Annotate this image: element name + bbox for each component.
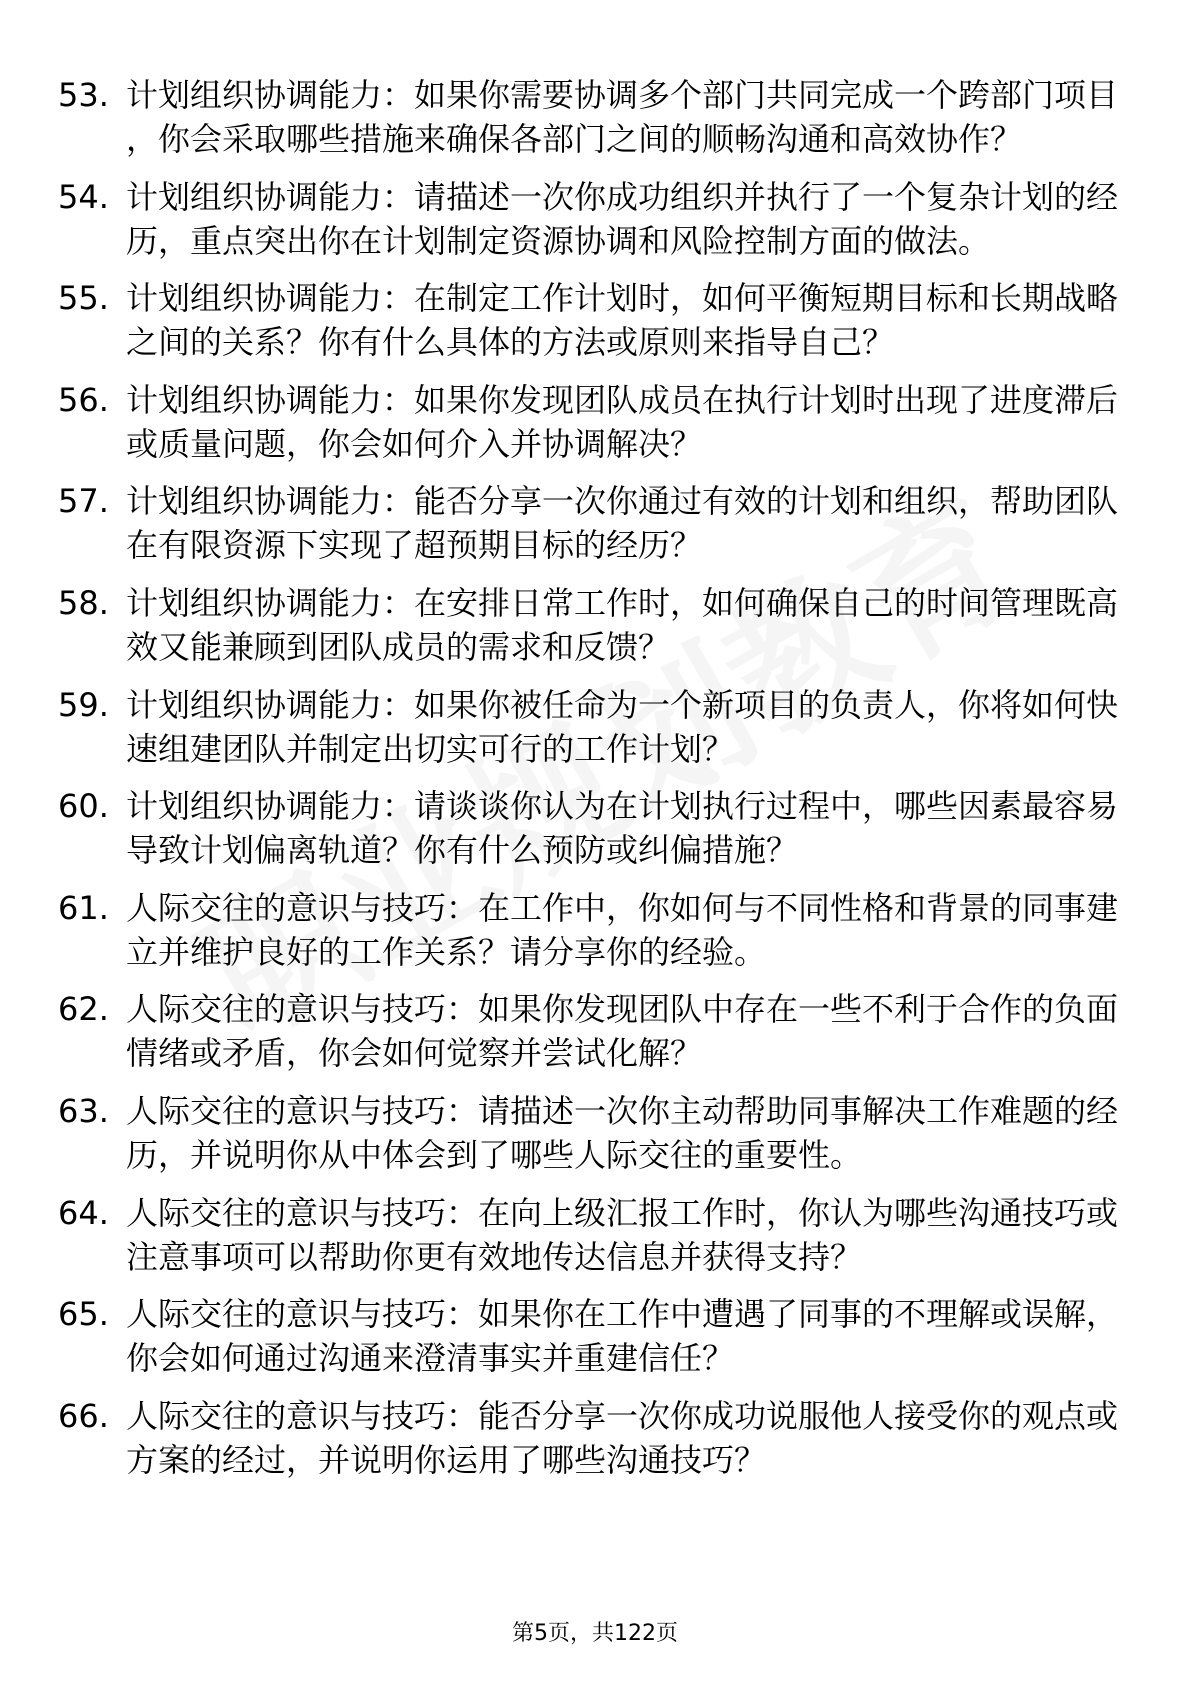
question-item	[58, 581, 1118, 669]
question-number: 63.	[58, 1091, 109, 1130]
question-text: 计划组织协调能力：在制定工作计划时，如何平衡短期目标和长期战略之间的关系？你有什么具体的方法或原则来指导自己？	[126, 279, 1119, 362]
question-number: 64.	[58, 1193, 109, 1232]
question-number: 54.	[58, 177, 109, 216]
question-item	[58, 987, 1118, 1075]
question-item	[58, 1191, 1118, 1279]
question-item	[58, 276, 1118, 364]
question-item	[58, 1292, 1118, 1380]
question-number: 53.	[58, 76, 109, 114]
question-list	[58, 73, 1118, 1495]
question-text: 人际交往的意识与技巧：在向上级汇报工作时，你认为哪些沟通技巧或注意事项可以帮助你更有效地传达信息并获得支持？	[126, 1193, 1119, 1276]
question-text: 人际交往的意识与技巧：如果你在工作中遭遇了同事的不理解或误解，你会如何通过沟通来澄清事实并重建信任？	[126, 1295, 1119, 1378]
question-number: 56.	[58, 380, 109, 419]
question-item	[58, 784, 1118, 872]
question-item	[58, 378, 1118, 466]
question-number: 60.	[58, 787, 109, 826]
question-text: 计划组织协调能力：如果你被任命为一个新项目的负责人，你将如何快速组建团队并制定出切实可行的工作计划？	[126, 685, 1119, 768]
question-item	[58, 479, 1118, 567]
question-item	[58, 886, 1118, 974]
question-item	[58, 1089, 1118, 1177]
question-text: 计划组织协调能力：能否分享一次你通过有效的计划和组织，帮助团队在有限资源下实现了超预期目标的经历？	[126, 482, 1119, 565]
question-item	[58, 73, 1118, 161]
question-text: 人际交往的意识与技巧：请描述一次你主动帮助同事解决工作难题的经历，并说明你从中体会到了哪些人际交往的重要性。	[126, 1091, 1119, 1174]
question-text: 计划组织协调能力：如果你发现团队成员在执行计划时出现了进度滞后或质量问题，你会如何介入并协调解决？	[126, 380, 1119, 463]
question-text: 人际交往的意识与技巧：能否分享一次你成功说服他人接受你的观点或方案的经过，并说明你运用了哪些沟通技巧？	[126, 1396, 1119, 1479]
question-number: 66.	[58, 1396, 109, 1435]
question-item	[58, 683, 1118, 771]
question-number: 62.	[58, 990, 109, 1029]
question-number: 65.	[58, 1295, 109, 1334]
question-text: 计划组织协调能力：请描述一次你成功组织并执行了一个复杂计划的经历，重点突出你在计划制定资源协调和风险控制方面的做法。	[126, 177, 1119, 260]
question-number: 58.	[58, 583, 109, 622]
question-item	[58, 175, 1118, 263]
question-text: 人际交往的意识与技巧：在工作中，你如何与不同性格和背景的同事建立并维护良好的工作关系？请分享你的经验。	[126, 888, 1119, 971]
question-number: 55.	[58, 279, 109, 318]
page-footer: 第5页，共122页	[512, 1621, 678, 1646]
question-text: 计划组织协调能力：如果你需要协调多个部门共同完成一个跨部门项目，你会采取哪些措施来确保各部门之间的顺畅沟通和高效协作？	[126, 76, 1119, 158]
question-number: 59.	[58, 685, 109, 724]
question-number: 61.	[58, 888, 109, 927]
question-item	[58, 1394, 1118, 1482]
question-text: 人际交往的意识与技巧：如果你发现团队中存在一些不利于合作的负面情绪或矛盾，你会如何觉察并尝试化解？	[126, 990, 1119, 1073]
question-number: 57.	[58, 482, 109, 521]
question-text: 计划组织协调能力：在安排日常工作时，如何确保自己的时间管理既高效又能兼顾到团队成员的需求和反馈？	[126, 583, 1119, 666]
question-text: 计划组织协调能力：请谈谈你认为在计划执行过程中，哪些因素最容易导致计划偏离轨道？你有什么预防或纠偏措施？	[126, 787, 1119, 870]
